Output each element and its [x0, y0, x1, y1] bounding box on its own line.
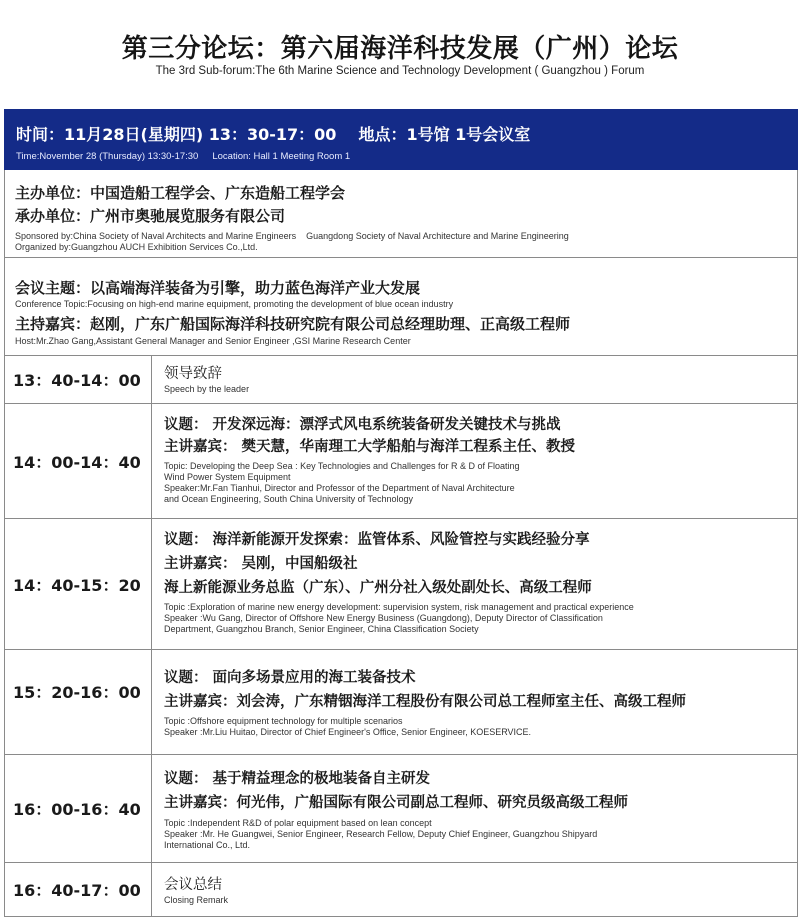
schedule-row: [4, 404, 798, 519]
session-topic-cn: 议题： 海洋新能源开发探索：监管体系、风险管控与实践经验分享: [164, 532, 590, 548]
session-speaker-en-2: International Co., Ltd.: [164, 840, 251, 850]
time-location-banner: [4, 109, 798, 170]
session-title-en: Speech by the leader: [164, 384, 250, 394]
session-speaker-cn: 主讲嘉宾：何光伟，广船国际有限公司副总工程师、研究员级高级工程师: [164, 795, 628, 811]
schedule-row: [4, 755, 798, 863]
location-en: Location: Hall 1 Meeting Room 1: [212, 151, 351, 162]
session-topic-en-2: Wind Power System Equipment: [164, 472, 291, 482]
conference-topic-en: Conference Topic:Focusing on high-end marine equipment, promoting the development of blue ocean industry: [15, 299, 454, 309]
session-speaker-cn-2: 海上新能源业务总监（广东）、广州分社入级处副处长、高级工程师: [164, 580, 592, 596]
session-speaker-en-2: Department, Guangzhou Branch, Senior Engineer, China Classification Society: [164, 624, 479, 634]
organizer-cn: 承办单位：广州市奥驰展览服务有限公司: [15, 207, 286, 225]
schedule-row: [4, 519, 798, 650]
location-cn: 地点：1号馆 1号会议室: [358, 125, 531, 144]
session-speaker-cn: 主讲嘉宾： 吴刚，中国船级社: [164, 556, 358, 572]
session-speaker-en-2: and Ocean Engineering, South China University of Technology: [164, 494, 413, 504]
session-topic-en: Topic :Offshore equipment technology for multiple scenarios: [164, 716, 403, 726]
session-speaker-cn: 主讲嘉宾： 樊天慧，华南理工大学船舶与海洋工程系主任、教授: [164, 439, 576, 455]
session-topic-en: Topic :Independent R&D of polar equipment based on lean concept: [164, 818, 432, 828]
sponsor-cn: 主办单位：中国造船工程学会、广东造船工程学会: [15, 184, 346, 202]
schedule-row: [4, 863, 798, 917]
session-speaker-en: Speaker :Mr.Liu Huitao, Director of Chief Engineer's Office, Senior Engineer, KOESERVICE.: [164, 727, 532, 737]
session-time: 15：20-16：00: [4, 650, 152, 754]
page-subtitle: The 3rd Sub-forum:The 6th Marine Science and Technology Development ( Guangzhou ) Forum: [155, 65, 645, 77]
sponsor-en: Sponsored by:China Society of Naval Architects and Marine Engineers Guangdong Society of Naval Architecture and Marine Engineering: [15, 231, 569, 241]
theme-block: [4, 258, 798, 356]
time-cn: 时间：11月28日(星期四) 13：30-17：00: [16, 125, 337, 144]
host-en: Host:Mr.Zhao Gang,Assistant General Manager and Senior Engineer ,GSI Marine Research Center: [15, 336, 411, 346]
session-topic-en: Topic :Exploration of marine new energy development: supervision system, risk management and practical experience: [164, 602, 634, 612]
schedule-row: [4, 650, 798, 755]
conference-topic-cn: 会议主题：以高端海洋装备为引擎，助力蓝色海洋产业大发展: [15, 279, 421, 297]
banner-en: [16, 151, 350, 162]
session-time: 14：40-15：20: [4, 519, 152, 649]
host-cn: 主持嘉宾：赵刚，广东广船国际海洋科技研究院有限公司总经理助理、正高级工程师: [15, 315, 571, 333]
session-topic-cn: 议题： 开发深远海：漂浮式风电系统装备研发关键技术与挑战: [164, 417, 561, 433]
session-title-en: Closing Remark: [164, 895, 229, 905]
session-time: 16：40-17：00: [4, 863, 152, 916]
session-topic-en: Topic: Developing the Deep Sea : Key Technologies and Challenges for R & D of Floating: [164, 461, 520, 471]
schedule-row: [4, 356, 798, 404]
session-speaker-en: Speaker:Mr.Fan Tianhui, Director and Professor of the Department of Naval Architecture: [164, 483, 515, 493]
organizers-block: [4, 170, 798, 258]
session-speaker-en: Speaker :Mr. He Guangwei, Senior Engineer, Research Fellow, Deputy Chief Engineer, Guangzhou Shipyard: [164, 829, 598, 839]
session-speaker-cn: 主讲嘉宾：刘会涛，广东精铟海洋工程股份有限公司总工程师室主任、高级工程师: [164, 694, 686, 710]
organizer-en: Organized by:Guangzhou AUCH Exhibition Services Co.,Ltd.: [15, 242, 258, 252]
page-title: 第三分论坛：第六届海洋科技发展（广州）论坛: [121, 34, 679, 64]
session-title-cn: 领导致辞: [164, 366, 222, 382]
session-title-cn: 会议总结: [164, 877, 222, 893]
session-topic-cn: 议题： 基于精益理念的极地装备自主研发: [164, 771, 431, 787]
time-en: Time:November 28 (Thursday) 13:30-17:30: [16, 151, 199, 162]
session-time: 13：40-14：00: [4, 356, 152, 403]
session-speaker-en: Speaker :Wu Gang, Director of Offshore New Energy Business (Guangdong), Deputy Director of Classification: [164, 613, 603, 623]
session-time: 14：00-14：40: [4, 404, 152, 518]
session-topic-cn: 议题： 面向多场景应用的海工装备技术: [164, 670, 416, 686]
banner-cn: [16, 122, 530, 145]
session-time: 16：00-16：40: [4, 755, 152, 862]
